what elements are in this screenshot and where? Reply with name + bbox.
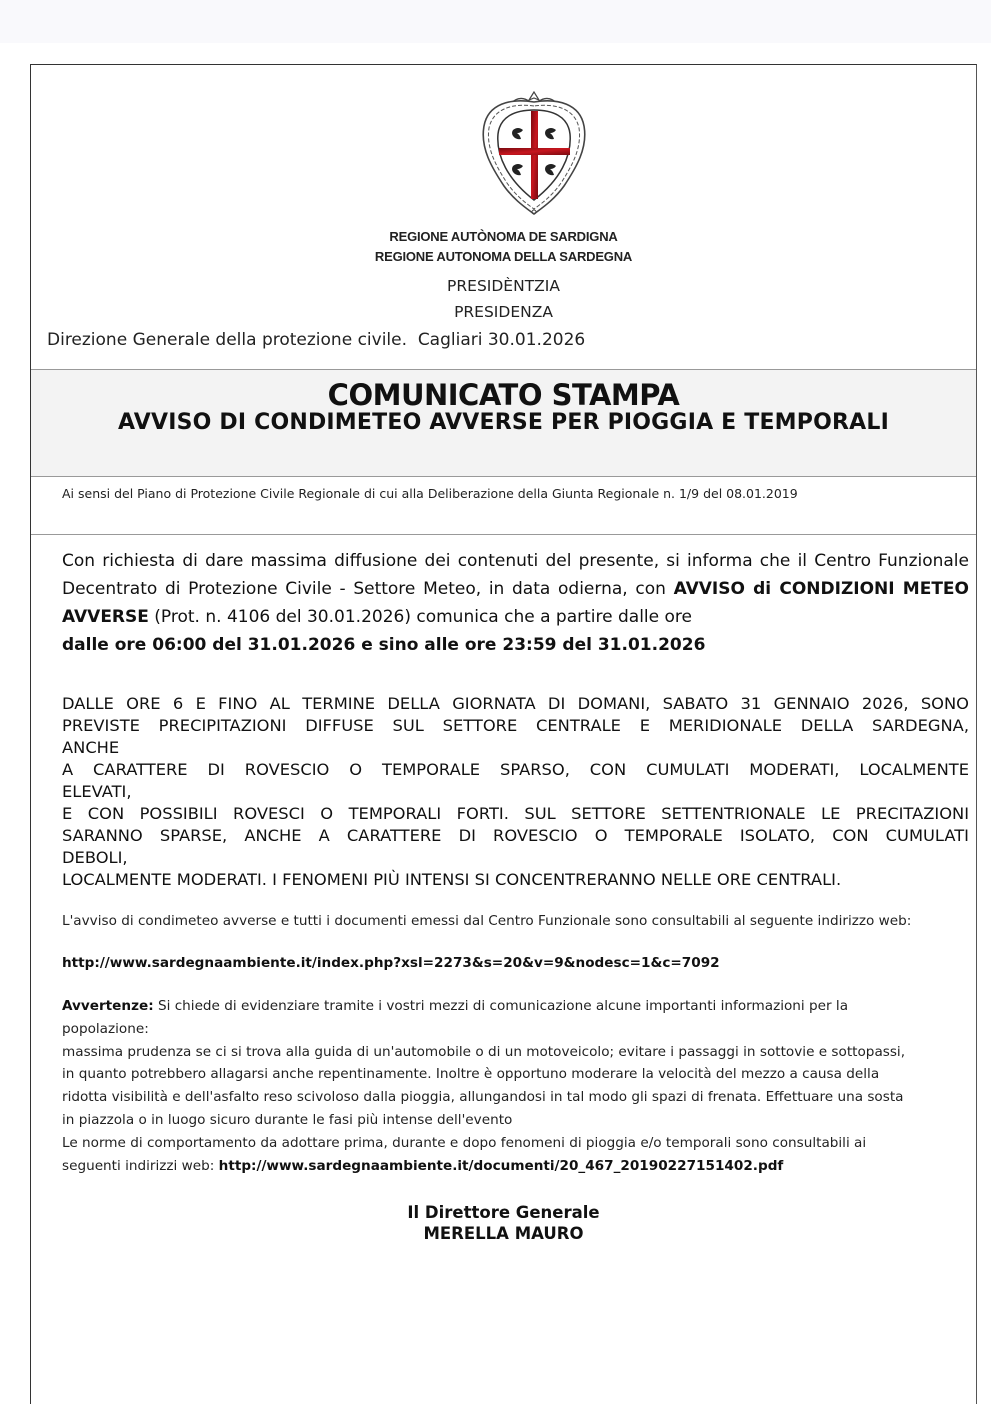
- warnings-label: Avvertenze:: [62, 998, 154, 1014]
- presidency-sardinian: PRESIDÈNTZIA: [447, 277, 560, 295]
- sardinia-coat-of-arms-icon: [480, 90, 588, 218]
- region-name-sardinian: REGIONE AUTÒNOMA DE SARDIGNA: [389, 229, 618, 244]
- top-band: [0, 0, 991, 43]
- forecast-line: DALLE ORE 6 E FINO AL TERMINE DELLA GIORNATA DI DOMANI, SABATO 31 GENNAIO 2026, SONO: [62, 694, 969, 713]
- forecast-line: LOCALMENTE MODERATI. I FENOMENI PIÙ INTENSI SI CONCENTRERANNO NELLE ORE CENTRALI.: [62, 870, 842, 889]
- warnings-text: Le norme di comportamento da adottare prima, durante e dopo fenomeni di pioggia e/o temporali sono consultabili ai: [62, 1134, 867, 1151]
- consult-notice: L'avviso di condimeteo avverse e tutti i documenti emessi dal Centro Funzionale sono consultabili al seguente indirizzo web:: [62, 913, 912, 929]
- section-divider: [31, 534, 976, 535]
- intro-text: Con richiesta di dare massima diffusione dei contenuti del presente, si informa che il Centro Funzionale Decentrato di Protezione Civile - Settore Meteo, in data odierna, con: [62, 551, 969, 599]
- document-page: [30, 64, 977, 1404]
- forecast-line: ELEVATI,: [62, 782, 132, 801]
- warnings-text: massima prudenza se ci si trova alla guida di un'automobile o di un motoveicolo; evitare i passaggi in sottovie e sottopassi,: [62, 1043, 906, 1060]
- intro-bold-notice: AVVISO di CONDIZIONI METEO AVVERSE: [62, 579, 969, 627]
- presidency-italian: PRESIDENZA: [454, 303, 553, 321]
- warnings-text: ridotta visibilità e dell'asfalto reso scivoloso dalla pioggia, allungandosi in tal modo gli spazi di frenata. Effettuare una sosta: [62, 1089, 904, 1106]
- warnings-text: in piazzola o in luogo sicuro durante le fasi più intense dell'evento: [62, 1111, 513, 1128]
- page-subtitle: AVVISO DI CONDIMETEO AVVERSE PER PIOGGIA E TEMPORALI: [118, 410, 889, 435]
- forecast-text: [62, 693, 969, 891]
- forecast-line: PREVISTE PRECIPITAZIONI DIFFUSE SUL SETTORE CENTRALE E MERIDIONALE DELLA SARDEGNA,: [62, 716, 969, 735]
- warnings-text: in quanto potrebbero allagarsi anche repentinamente. Inoltre è opportuno moderare la velocità del mezzo a causa della: [62, 1066, 880, 1083]
- forecast-line: E CON POSSIBILI ROVESCI O TEMPORALI FORTI. SUL SETTORE SETTENTRIONALE LE PRECITAZIONI: [62, 804, 969, 823]
- intro-text: (Prot. n. 4106 del 30.01.2026) comunica che a partire dalle ore: [148, 607, 692, 627]
- intro-paragraph: [62, 547, 969, 659]
- region-name-italian: REGIONE AUTONOMA DELLA SARDEGNA: [374, 249, 633, 264]
- warnings-text: popolazione:: [62, 1020, 149, 1037]
- consult-url-link[interactable]: http://www.sardegnaambiente.it/index.php?xsl=2273&s=20&v=9&nodesc=1&c=7092: [62, 955, 720, 971]
- forecast-line: A CARATTERE DI ROVESCIO O TEMPORALE SPARSO, CON CUMULATI MODERATI, LOCALMENTE: [62, 760, 969, 779]
- page-title: COMUNICATO STAMPA: [327, 378, 680, 412]
- signature-name: MERELLA MAURO: [423, 1224, 584, 1243]
- warnings-text: seguenti indirizzi web:: [62, 1157, 219, 1174]
- forecast-line: DEBOLI,: [62, 848, 128, 867]
- signature-role: Il Direttore Generale: [407, 1203, 600, 1222]
- forecast-line: SARANNO SPARSE, ANCHE A CARATTERE DI ROVESCIO O TEMPORALE ISOLATO, CON CUMULATI: [62, 826, 969, 845]
- warnings-paragraph: [62, 995, 972, 1177]
- behaviour-norms-pdf-link[interactable]: http://www.sardegnaambiente.it/documenti/20_467_20190227151402.pdf: [218, 1157, 784, 1174]
- forecast-line: ANCHE: [62, 738, 120, 757]
- legal-reference: Ai sensi del Piano di Protezione Civile Regionale di cui alla Deliberazione della Giunta Regionale n. 1/9 del 08.01.2019: [62, 486, 798, 501]
- warnings-text: Si chiede di evidenziare tramite i vostri mezzi di comunicazione alcune importanti informazioni per la: [153, 998, 849, 1014]
- intro-bold-period: dalle ore 06:00 del 31.01.2026 e sino alle ore 23:59 del 31.01.2026: [62, 635, 706, 655]
- signature-block: [31, 1202, 976, 1244]
- title-band: [31, 369, 976, 477]
- directorate-line: Direzione Generale della protezione civile. Cagliari 30.01.2026: [47, 330, 586, 350]
